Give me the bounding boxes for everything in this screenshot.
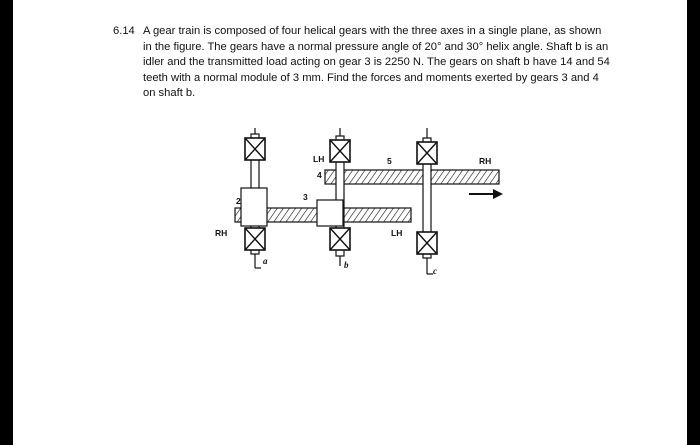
label-lh-gear4: LH: [313, 154, 325, 164]
gear-train-figure: [211, 128, 511, 278]
shaft-label-b: b: [344, 260, 349, 270]
bearing-c-bottom: [417, 232, 437, 254]
problem-number: 6.14: [113, 25, 135, 37]
gear-train-diagram: [211, 128, 511, 278]
gear-3: [317, 200, 343, 226]
shaft-label-c: c: [433, 266, 437, 276]
output-arrow-head: [493, 189, 503, 199]
bearing-a-bottom: [245, 228, 265, 250]
label-lh-gear3: LH: [391, 228, 403, 238]
bearing-b-bottom: [330, 228, 350, 250]
gear-number-5: 5: [387, 156, 392, 166]
problem-statement: [113, 24, 613, 102]
bearing-a-top: [245, 138, 265, 160]
gear-number-2: 2: [236, 196, 241, 206]
label-rh-gear5: RH: [479, 156, 492, 166]
page: [13, 0, 687, 445]
shaft-label-a: a: [263, 256, 268, 266]
problem-text: A gear train is composed of four helical gears with the three axes in a single plane, as shown in the figure. The gears have a normal pressure angle of 20° and 30° helix angle. Shaft b is an idler and the transmitted load acting on gear 3 is 2250 N. The gears on shaft b have 14 and 54 teeth with a normal module of 3 mm. Find the forces and moments exerted by gears 3 and 4 on shaft b.: [143, 25, 610, 100]
label-rh-gear2: RH: [215, 228, 228, 238]
gear-2: [241, 188, 267, 226]
gear-number-3: 3: [303, 192, 308, 202]
gear-4-5-mesh-band: [325, 170, 499, 184]
gear-number-4: 4: [317, 170, 322, 180]
bearing-c-top: [417, 142, 437, 164]
bearing-b-top: [330, 140, 350, 162]
